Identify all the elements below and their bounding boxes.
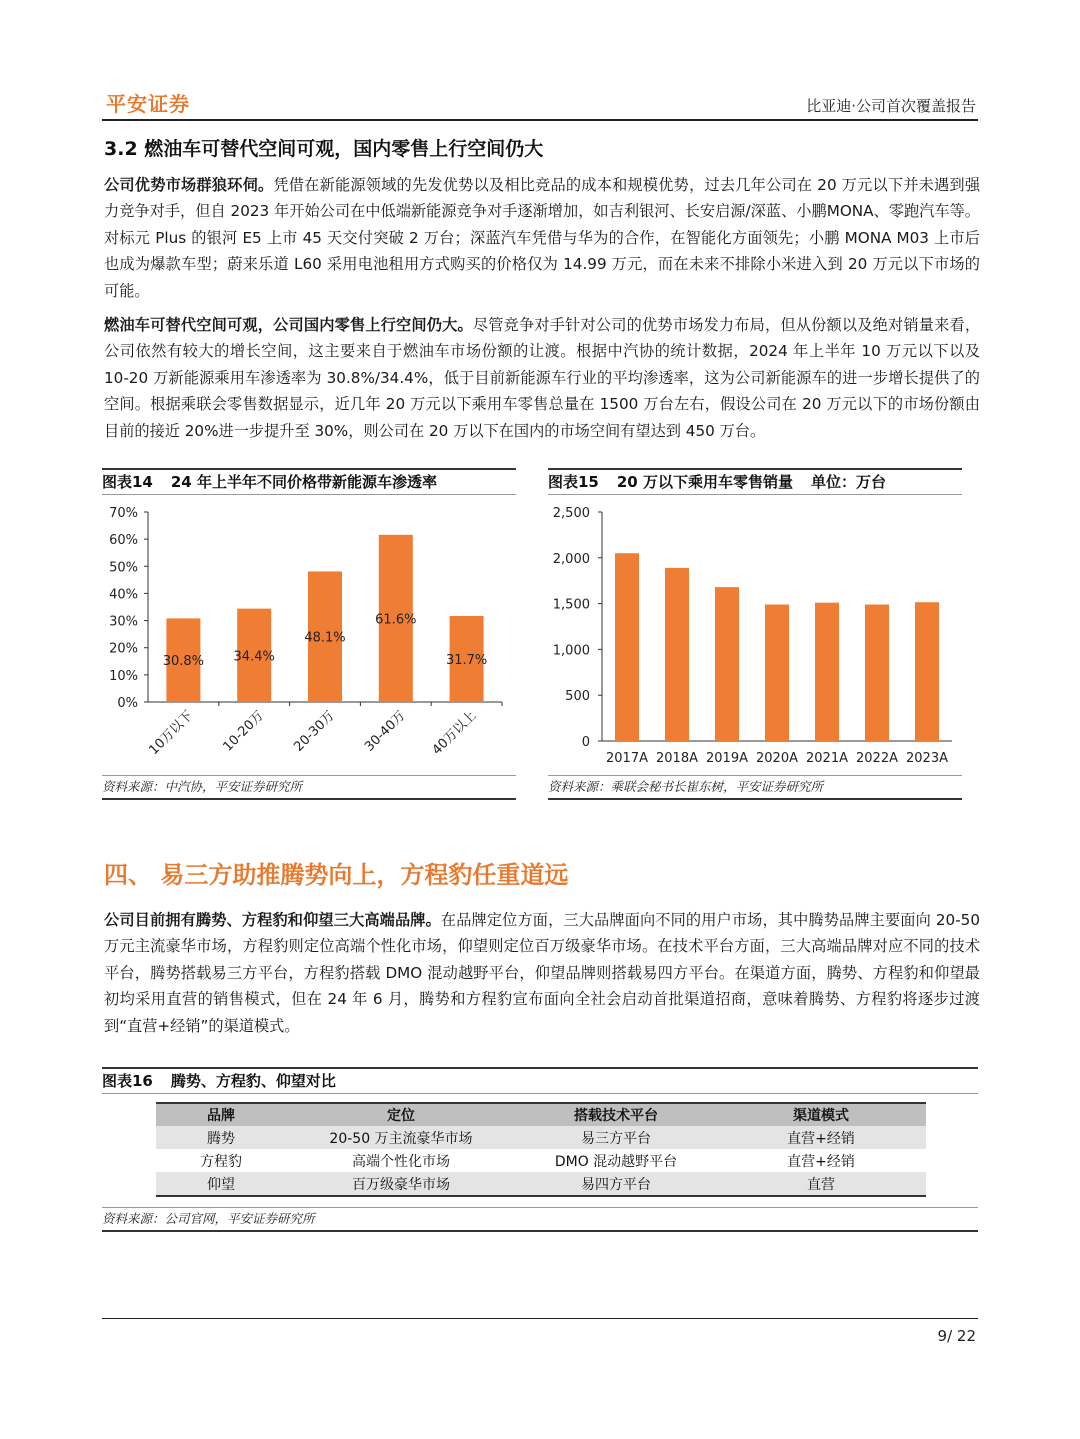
- figure14-chart: [102, 496, 516, 774]
- table-row: [156, 1126, 926, 1149]
- table-header-position: 定位: [286, 1103, 516, 1126]
- y-tick-label: 1,000: [552, 643, 590, 659]
- table-cell: DMO 混动越野平台: [554, 1153, 678, 1170]
- paragraph-1: [104, 172, 980, 304]
- paragraph-3-lead: 公司目前拥有腾势、方程豹和仰望三大高端品牌。: [104, 911, 441, 929]
- figure16-header: [102, 1067, 978, 1094]
- x-tick-label: 2023A: [906, 751, 948, 766]
- bar: [615, 553, 639, 741]
- figure15-unit: 单位：万台: [810, 473, 886, 491]
- table-header-brand: 品牌: [156, 1103, 286, 1126]
- paragraph-3: [104, 907, 980, 1039]
- bar: [915, 602, 939, 741]
- y-tick-label: 30%: [109, 614, 138, 630]
- x-tick-label: 2019A: [706, 751, 748, 766]
- x-tick-label: 10-20万: [220, 708, 268, 755]
- y-tick-label: 10%: [109, 668, 138, 684]
- figure16-source: 资料来源：公司官网，平安证券研究所: [102, 1207, 978, 1232]
- x-tick-label: 2022A: [856, 751, 898, 766]
- table-cell: 高端个性化市场: [352, 1153, 450, 1170]
- paragraph-2-lead: 燃油车可替代空间可观，公司国内零售上行空间仍大。: [104, 316, 473, 334]
- figure16-title: 腾势、方程豹、仰望对比: [170, 1072, 336, 1090]
- figure14-number: 图表14: [102, 473, 153, 491]
- x-tick-label: 2021A: [806, 751, 848, 766]
- table-cell: 易三方平台: [516, 1126, 716, 1149]
- bar: [815, 603, 839, 741]
- paragraph-2-body: 尽管竞争对手针对公司的优势市场发力布局，但从份额以及绝对销量来看，公司依然有较大的增长空间，这主要来自于燃油车市场份额的让渡。根据中汽协的统计数据，2024 年上半年 10 万元以下以及 10-20 万新能源乘用车渗透率为 30.8%/34.4%，低于目前新能源车行业的平均渗透率，这为公司新能源车的进一步增长提供了的空间。根据乘联会零售数据显示，近几年 20 万元以下乘用车零售总量在 1500 万台左右，假设公司在 20 万元以下的市场份额由目前的接近 20%进一步提升至 30%，则公司在 20 万以下在国内的市场空间有望达到 450 万台。: [104, 316, 981, 440]
- table-header-platform: 搭载技术平台: [516, 1103, 716, 1126]
- paragraph-3-body: 在品牌定位方面，三大品牌面向不同的用户市场，其中腾势品牌主要面向 20-50 万元主流豪华市场，方程豹则定位高端个性化市场，仰望则定位百万级豪华市场。在技术平台方面，三大高端品牌对应不同的技术平台，腾势搭载易三方平台，方程豹搭载 DMO 混动越野平台，仰望品牌则搭载易四方平台。在渠道方面，腾势、方程豹和仰望最初均采用直营的销售模式，但在 24 年 6 月，腾势和方程豹宣布面向全社会启动首批渠道招商，意味着腾势、方程豹将逐步过渡到“直营+经销”的渠道模式。: [104, 911, 980, 1035]
- table-cell: 直营+经销: [787, 1153, 855, 1170]
- paragraph-1-lead: 公司优势市场群狼环伺。: [104, 176, 274, 194]
- figure15-number: 图表15: [548, 473, 599, 491]
- data-label: 48.1%: [304, 630, 346, 646]
- table-header-row: [156, 1103, 926, 1126]
- page-number: 9/ 22: [937, 1327, 976, 1345]
- figure15-header: [548, 468, 962, 495]
- header-divider: [102, 119, 978, 121]
- figure16-number: 图表16: [102, 1072, 153, 1090]
- section-title: 3.2 燃油车可替代空间可观，国内零售上行空间仍大: [104, 138, 544, 160]
- table-cell: 易四方平台: [516, 1172, 716, 1196]
- table-cell: 直营+经销: [716, 1126, 926, 1149]
- section4-title: 四、 易三方助推腾势向上，方程豹任重道远: [104, 861, 569, 889]
- brand-logo: 平安证券: [106, 92, 190, 116]
- y-tick-label: 20%: [109, 641, 138, 657]
- y-tick-label: 40%: [109, 587, 138, 603]
- brand-comparison-table: [156, 1102, 926, 1197]
- x-tick-label: 2017A: [606, 751, 648, 766]
- x-tick-label: 2020A: [756, 751, 798, 766]
- y-tick-label: 60%: [109, 533, 138, 549]
- x-tick-label: 20-30万: [291, 708, 338, 755]
- table-cell: 方程豹: [200, 1153, 242, 1170]
- y-tick-label: 2,500: [552, 506, 590, 521]
- y-tick-label: 0%: [117, 696, 138, 711]
- paragraph-2: [104, 312, 980, 444]
- table-cell: 20-50 万主流豪华市场: [286, 1126, 516, 1149]
- y-tick-label: 1,500: [552, 597, 590, 613]
- figure14-header: [102, 468, 516, 495]
- table-row: [156, 1149, 926, 1172]
- data-label: 61.6%: [375, 612, 417, 628]
- table-cell: 百万级豪华市场: [286, 1172, 516, 1196]
- figure14-title: 24 年上半年不同价格带新能源车渗透率: [170, 473, 437, 491]
- figure15-title: 20 万以下乘用车零售销量: [616, 473, 793, 491]
- y-tick-label: 50%: [109, 560, 138, 576]
- bar: [715, 587, 739, 741]
- table-row: [156, 1172, 926, 1196]
- table-cell: 直营: [716, 1172, 926, 1196]
- y-tick-label: 70%: [109, 506, 138, 521]
- figure14-source: 资料来源：中汽协，平安证券研究所: [102, 775, 516, 800]
- table-cell: 仰望: [156, 1172, 286, 1196]
- data-label: 30.8%: [162, 654, 205, 670]
- paragraph-1-body: 凭借在新能源领域的先发优势以及相比竞品的成本和规模优势，过去几年公司在 20 万元以下并未遇到强力竞争对手，但自 2023 年开始公司在中低端新能源竞争对手逐渐增加，如吉利银河、长安启源/深蓝、小鹏MONA、零跑汽车等。对标元 Plus 的银河 E5 上市 45 天交付突破 2 万台；深蓝汽车凭借与华为的合作，在智能化方面领先；小鹏 MONA M03 上市后也成为爆款车型；蔚来乐道 L60 采用电池租用方式购买的价格仅为 14.99 万元，而在未来不排除小米进入到 20 万元以下市场的可能。: [104, 176, 981, 300]
- x-tick-label: 10万以下: [146, 708, 197, 759]
- bar: [865, 605, 889, 741]
- y-tick-label: 0: [581, 735, 590, 750]
- x-tick-label: 2018A: [656, 751, 698, 766]
- footer-divider: [102, 1318, 978, 1319]
- figure15-source: 资料来源：乘联会秘书长崔东树，平安证券研究所: [548, 775, 962, 800]
- table-cell: 腾势: [156, 1126, 286, 1149]
- bar: [765, 605, 789, 741]
- bar: [665, 568, 689, 741]
- data-label: 34.4%: [233, 649, 275, 665]
- x-tick-label: 30-40万: [362, 708, 409, 755]
- table-header-channel: 渠道模式: [716, 1103, 926, 1126]
- figure15-chart: [548, 496, 962, 774]
- y-tick-label: 2,000: [552, 551, 590, 567]
- x-tick-label: 40万以上: [429, 708, 480, 759]
- report-title: 比亚迪·公司首次覆盖报告: [806, 97, 976, 115]
- data-label: 31.7%: [445, 652, 488, 668]
- y-tick-label: 500: [565, 689, 590, 705]
